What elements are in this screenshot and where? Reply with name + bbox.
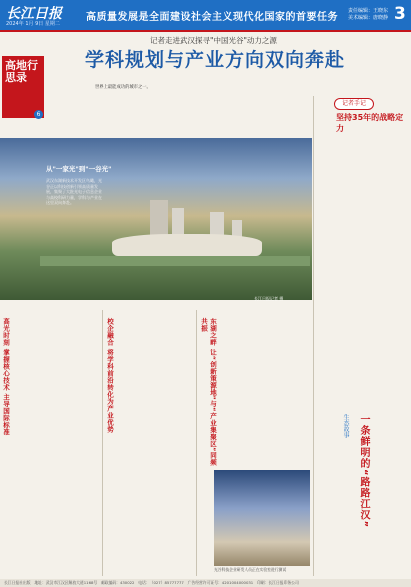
photo-caption: 从"一家光"到"一谷光": [46, 165, 112, 173]
section-head-left: 高光时刻 掌握核心技术 主导国际标准: [2, 318, 10, 436]
section-head-right: 东湖之畔 让“创新策源地”与“产业集聚区”同频共振: [200, 318, 217, 466]
page-number: 3: [394, 4, 406, 24]
article-intro: 世界上最能成功的城市之一。: [95, 85, 151, 90]
lab-photo: [214, 470, 310, 566]
column-number-badge: 6: [34, 110, 43, 119]
greenbelt: [40, 256, 310, 266]
page-footer: 长江日报社出版 地址：武汉市江汉区解放大道1168号 邮政编码：430022 电话：（027）85777777 广告经营许可证号：4201004000031 印刷：长江日报印务公司: [0, 579, 411, 587]
page-banner: 高质量发展是全面建设社会主义现代化国家的首要任务: [86, 12, 338, 23]
bottom-head: 一条鲜明的“路路江汉”: [358, 414, 369, 529]
article-subtitle: 记者走进武汉探寻"中国光谷"动力之源: [150, 36, 277, 45]
campus-building: [112, 234, 262, 256]
article-title: 学科规划与产业方向双向奔赴: [85, 49, 346, 71]
section-head-mid: 校企融合 将学科前沿转化为产业优势: [106, 318, 114, 433]
sidebar-tag: 记者手记: [334, 98, 374, 110]
column-rule: [313, 96, 314, 576]
aerial-photo: [0, 138, 312, 300]
newspaper-logo: 长江日报: [6, 6, 62, 22]
column-rule: [102, 310, 103, 576]
bottom-tag: 生态故事: [342, 414, 349, 438]
issue-date: 2024年 1月 9日 星期二: [6, 21, 60, 27]
header-divider: [0, 30, 411, 32]
lab-photo-caption: 光谷科技企业研发人员正在实验室进行测试: [214, 567, 287, 572]
photo-credit: 长江日报记者 摄: [254, 296, 284, 301]
sidebar-title: 坚持35年的战略定力: [336, 113, 404, 133]
photo-side-text: 武汉东湖新技术开发区鸟瞰，光谷正以科技创新引领高质量发展，集聚了大批光电子信息企业与高校科研力量，学科与产业在这里双向奔赴。: [46, 178, 102, 205]
column-label: 高地行思录: [5, 59, 38, 84]
column-rule: [196, 310, 197, 576]
editor-credits: 责任编辑：王晓东 美术编辑：唐晓静: [348, 8, 389, 21]
